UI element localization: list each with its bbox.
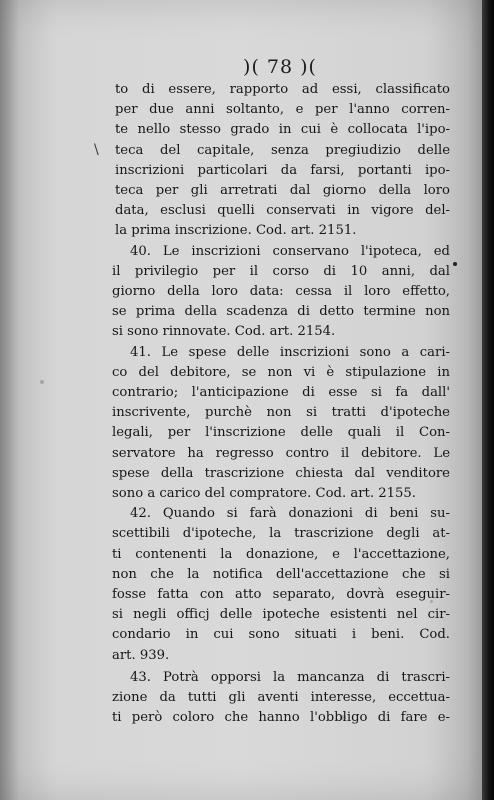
text-line: 42. Quando si farà donazioni di beni su- xyxy=(130,506,450,522)
text-line: per due anni soltanto, e per l'anno corren- xyxy=(115,102,450,118)
text-line: si negli officj delle ipoteche esistenti nel cir- xyxy=(112,607,450,623)
text-line: scettibili d'ipoteche, la trascrizione degli at- xyxy=(112,526,450,542)
text-line: non che la notifica dell'accettazione che si xyxy=(112,566,450,582)
text-line: servatore ha regresso contro il debitore. Le xyxy=(112,445,450,461)
text-line: sono a carico del compratore. Cod. art. 2155. xyxy=(112,486,416,502)
paper-stain xyxy=(40,380,44,384)
text-line: ti contenenti la donazione, e l'accettazione, xyxy=(112,546,450,562)
paragraph-41 xyxy=(112,343,450,505)
page-number: )( 78 )( xyxy=(243,56,317,78)
text-line: to di essere, rapporto ad essi, classificato xyxy=(115,82,450,97)
text-line: teca per gli arretrati dal giorno della loro xyxy=(115,183,450,199)
text-line: spese della trascrizione chiesta dal venditore xyxy=(112,465,450,481)
book-spine xyxy=(482,0,494,800)
text-line: data, esclusi quelli conservati in vigore del- xyxy=(115,203,450,219)
paragraph-40 xyxy=(112,242,450,343)
text-line: 41. Le spese delle inscrizioni sono a cari- xyxy=(130,344,450,360)
body-text xyxy=(112,80,450,729)
text-line: co del debitore, se non vi è stipulazione in xyxy=(112,364,450,380)
margin-mark: \ xyxy=(94,142,99,158)
ink-dot xyxy=(453,262,457,266)
text-line: giorno della loro data: cessa il loro effetto, xyxy=(112,284,450,300)
text-line: zione da tutti gli aventi interesse, eccettua- xyxy=(112,690,450,706)
text-line: la prima inscrizione. Cod. art. 2151. xyxy=(115,223,357,239)
text-line: 40. Le inscrizioni conservano l'ipoteca, ed xyxy=(130,243,450,259)
text-line: condario in cui sono situati i beni. Cod. xyxy=(112,627,450,643)
text-line: se prima della scadenza di detto termine non xyxy=(112,304,450,320)
paragraph-43 xyxy=(112,668,450,729)
text-line: inscrizioni particolari da farsi, portanti ipo- xyxy=(115,162,450,178)
text-line: legali, per l'inscrizione delle quali il Con- xyxy=(112,425,450,441)
text-line: art. 939. xyxy=(112,647,170,663)
text-line: fosse fatta con atto separato, dovrà eseguir- xyxy=(112,587,450,603)
text-line: inscrivente, purchè non si tratti d'ipoteche xyxy=(112,405,450,421)
text-line: si sono rinnovate. Cod. art. 2154. xyxy=(112,324,336,340)
paragraph-continuation xyxy=(115,80,450,242)
text-line: teca del capitale, senza pregiudizio delle xyxy=(115,142,450,158)
text-line: contrario; l'anticipazione di esse si fa dall' xyxy=(112,385,450,401)
text-line: ti però coloro che hanno l'obbligo di fare e- xyxy=(112,710,450,726)
text-line: il privilegio per il corso di 10 anni, dal xyxy=(112,263,450,279)
paragraph-42 xyxy=(112,504,450,666)
text-line: te nello stesso grado in cui è collocata l'ipo- xyxy=(115,122,450,138)
text-line: 43. Potrà opporsi la mancanza di trascri- xyxy=(130,669,450,685)
